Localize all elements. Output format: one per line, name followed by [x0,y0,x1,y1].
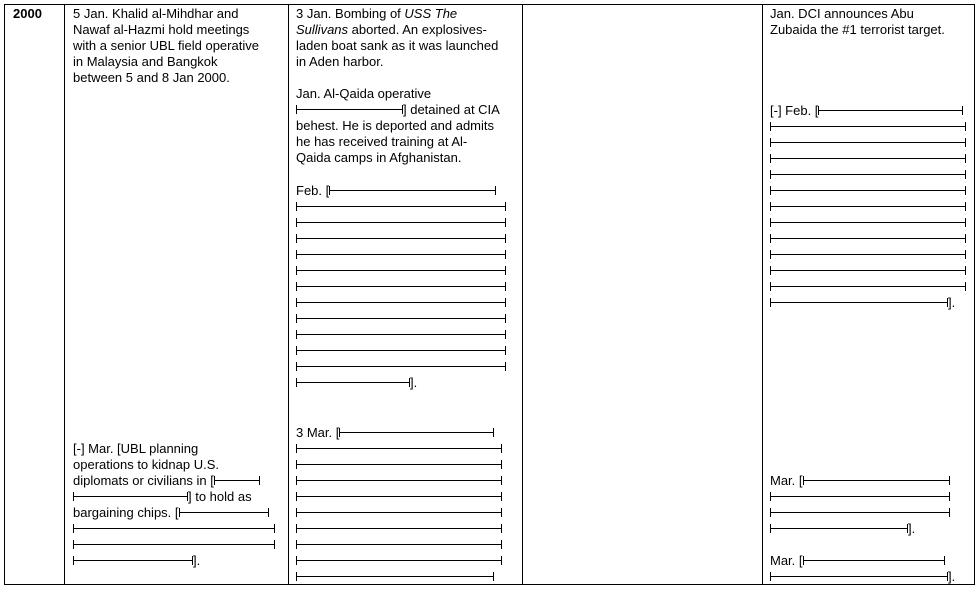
redaction-bar [770,524,908,533]
table-border-top [4,4,974,5]
col2-entry2 [296,86,500,166]
text-line: with a senior UBL field operative [73,38,259,53]
table-border-left [4,4,5,585]
text-line: Zubaida the #1 terrorist target. [770,22,945,37]
text-line: in Aden harbor. [296,54,384,69]
text-line: ] to hold as [73,489,275,505]
redaction-bar [339,428,494,437]
col4-entry2 [770,103,966,311]
redaction-line [296,537,502,553]
redaction-bar [73,524,275,533]
redaction-line [296,263,506,279]
redaction-line: ]. [770,521,950,537]
redaction-bar [296,556,502,565]
redaction-bar [296,444,502,453]
redaction-line [770,231,966,247]
redaction-bar [296,362,506,371]
redaction-bar [73,556,193,565]
redaction-line [770,183,966,199]
redaction-bar [296,508,502,517]
redaction-line [770,199,966,215]
redaction-bar [296,476,502,485]
redaction-line [296,441,502,457]
redaction-line [296,215,506,231]
redaction-line [296,553,502,569]
redaction-bar [73,492,188,501]
redaction-line [296,327,506,343]
redaction-bar [770,508,950,517]
redaction-line [770,505,950,521]
redaction-line [73,537,275,553]
redaction-bar [296,460,502,469]
redaction-line [73,521,275,537]
column-divider-3 [522,4,523,585]
text-line: behest. He is deported and admits [296,118,495,133]
column-divider-1 [64,4,65,585]
redaction-line [296,359,506,375]
column-divider-2 [288,4,289,585]
redaction-bar [803,476,950,485]
redaction-bar [296,314,506,323]
redaction-bar [296,250,506,259]
text-line: Mar. [ [770,553,955,569]
year-label: 2000 [13,6,42,21]
text-line: 3 Mar. [ [296,425,502,441]
redaction-line [296,199,506,215]
redaction-line [296,569,502,585]
text-line: bargaining chips. [ [73,505,275,521]
redaction-line [296,521,502,537]
redaction-bar [770,186,966,195]
text-line: Jan. Al-Qaida operative [296,86,432,101]
text-line: Qaida camps in Afghanistan. [296,150,462,165]
redaction-bar [770,250,966,259]
redaction-bar [296,266,506,275]
redaction-bar [770,218,966,227]
redaction-line: ]. [770,569,955,585]
redaction-line [296,231,506,247]
text-line: Feb. [ [296,183,506,199]
col4-entry1 [770,6,945,38]
text-line: 5 Jan. Khalid al-Mihdhar and [73,6,239,21]
redaction-line [296,489,502,505]
col2-entry1 [296,6,498,70]
redaction-bar [296,298,506,307]
col2-entry4 [296,425,502,585]
redaction-line [296,247,506,263]
redaction-bar [329,186,496,195]
redaction-bar [179,508,269,517]
redaction-bar [770,282,966,291]
redaction-line [296,295,506,311]
redaction-line [296,311,506,327]
redaction-line [296,505,502,521]
redaction-bar [770,234,966,243]
redaction-line: ]. [296,375,506,391]
redaction-line: ]. [770,295,966,311]
redaction-bar [296,572,494,581]
col2-entry3 [296,183,506,391]
redaction-bar [770,202,966,211]
text-line: Nawaf al-Hazmi hold meetings [73,22,250,37]
redaction-bar [296,346,506,355]
redaction-bar [73,540,275,549]
redaction-bar [770,122,966,131]
col4-entry4 [770,553,955,585]
redaction-line [296,343,506,359]
text-line: 3 Jan. Bombing of USS The [296,6,458,21]
redaction-line [770,135,966,151]
redaction-line [770,279,966,295]
col1-entry2 [73,441,275,569]
redaction-line: ]. [73,553,275,569]
redaction-bar [770,170,966,179]
redaction-line [770,263,966,279]
redaction-bar [296,105,403,114]
text-line: he has received training at Al- [296,134,468,149]
text-line: laden boat sank as it was launched [296,38,499,53]
redaction-bar [296,540,502,549]
redaction-bar [770,492,950,501]
text-line: ] detained at CIA [296,102,500,118]
redaction-bar [296,524,502,533]
col4-entry3 [770,473,950,537]
redaction-bar [296,218,506,227]
redaction-line [770,215,966,231]
redaction-bar [770,154,966,163]
table-border-right [974,4,975,585]
redaction-bar [770,572,948,581]
redaction-line [296,473,502,489]
redaction-line [296,279,506,295]
redaction-bar [818,106,963,115]
redaction-line [770,489,950,505]
redaction-line [770,247,966,263]
redaction-line [770,167,966,183]
text-line: diplomats or civilians in [ [73,473,275,489]
text-line: Sullivans aborted. An explosives- [296,22,487,37]
redaction-line [770,151,966,167]
redaction-bar [296,282,506,291]
redaction-bar [296,202,506,211]
redaction-bar [296,492,502,501]
text-line: [-] Mar. [UBL planning [73,441,199,456]
text-line: between 5 and 8 Jan 2000. [73,70,230,85]
redaction-bar [770,138,966,147]
redaction-bar [214,476,260,485]
text-line: [-] Feb. [ [770,103,966,119]
text-line: Mar. [ [770,473,950,489]
redaction-bar [296,330,506,339]
redaction-bar [770,298,948,307]
redaction-line [770,119,966,135]
text-line: Jan. DCI announces Abu [770,6,914,21]
redaction-line [296,457,502,473]
redaction-bar [296,234,506,243]
column-divider-4 [762,4,763,585]
text-line: in Malaysia and Bangkok [73,54,218,69]
text-line: operations to kidnap U.S. [73,457,219,472]
redaction-bar [803,556,945,565]
redaction-bar [770,266,966,275]
redaction-bar [296,378,410,387]
col1-entry1 [73,6,259,86]
